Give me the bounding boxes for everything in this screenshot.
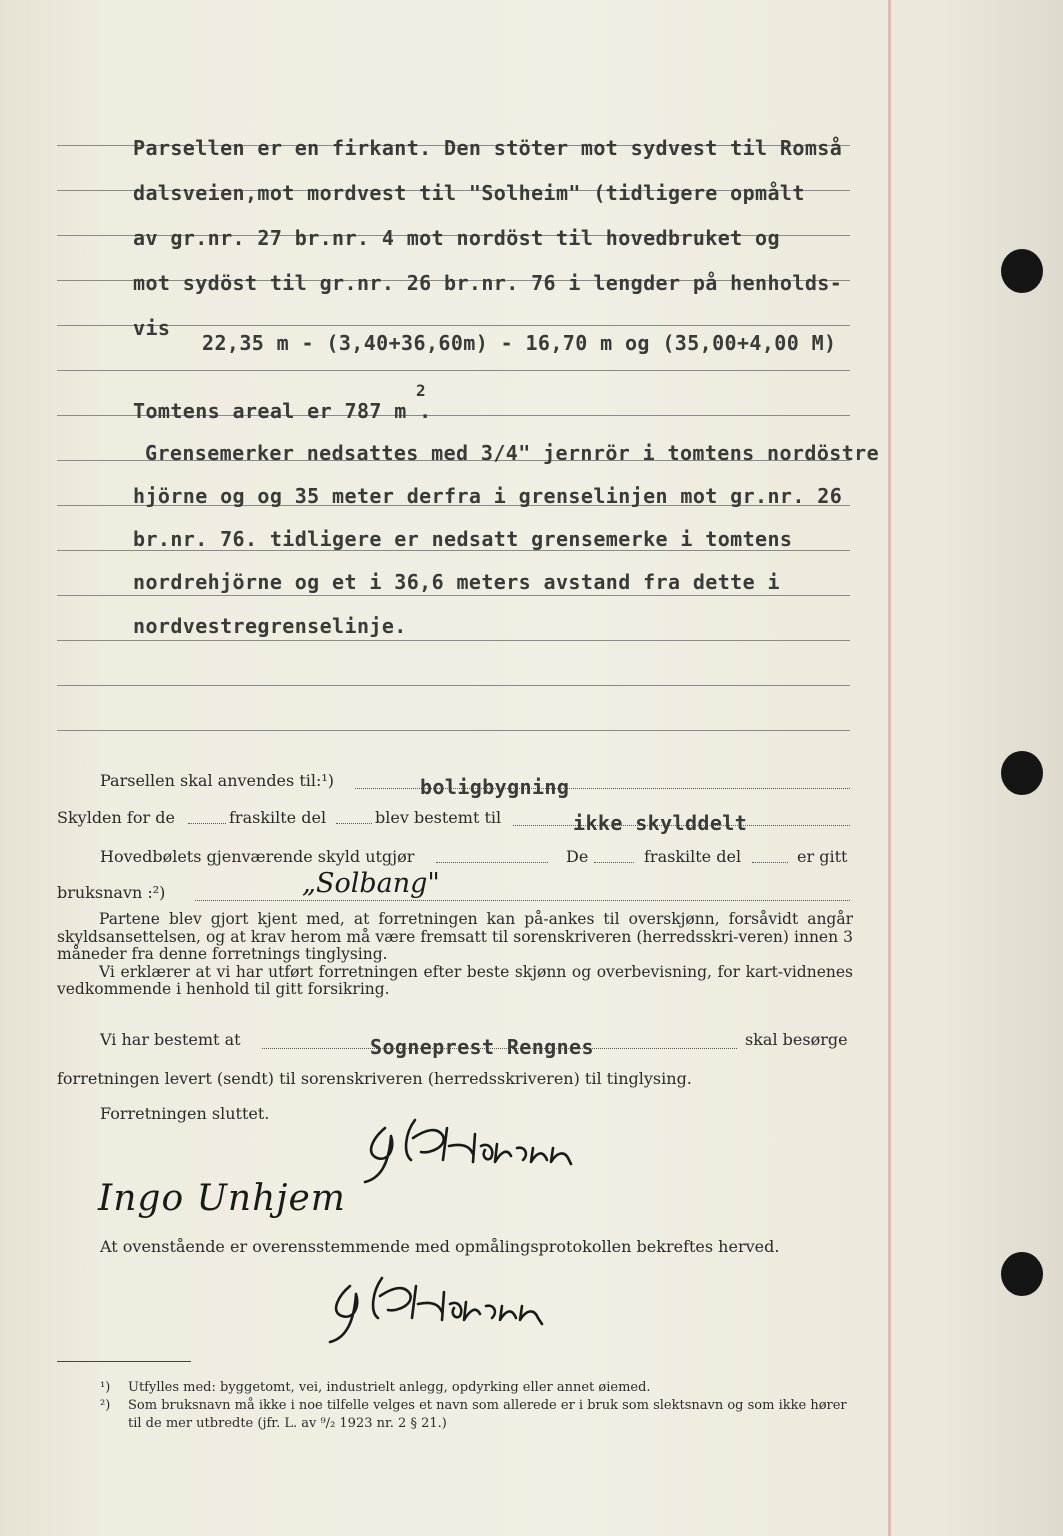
hoved-label: Hovedbølets gjenværende skyld utgjør [100, 847, 415, 866]
skyld-prefix: Skylden for de [57, 808, 175, 827]
typed-line: dalsveien,mot mordvest til "Solheim" (tidligere opmålt [133, 181, 805, 205]
signature-surveyor [355, 1108, 595, 1188]
footnote-rule [57, 1361, 191, 1362]
footnote-text: Utfylles med: byggetomt, vei, industrielt anlegg, opdyrking eller annet øiemed. [128, 1380, 651, 1395]
dotted-line [188, 823, 226, 824]
superscript-2: 2 [416, 381, 426, 400]
besorge-value: Sogneprest Rengnes [370, 1035, 594, 1059]
ruled-line [57, 685, 850, 686]
dotted-line [436, 862, 548, 863]
dotted-line [195, 900, 850, 901]
signature-certifier [318, 1268, 578, 1348]
margin-line [888, 0, 891, 1536]
skyld-mid: fraskilte del [229, 808, 327, 827]
dotted-line [752, 862, 788, 863]
dotted-line [594, 862, 634, 863]
skyld-suffix: blev bestemt til [375, 808, 502, 827]
typed-line: nordvestregrenselinje. [133, 614, 407, 638]
footnote-number: ²) [100, 1398, 111, 1413]
typed-line: av gr.nr. 27 br.nr. 4 mot nordöst til hovedbruket og [133, 226, 780, 250]
footnote-text: Som bruksnavn må ikke i noe tilfelle velges et navn som allerede er i bruk som slektsnavn og som ikke hører til de mer utbredte (jfr. L. av ⁹/₂ 1923 nr. 2 § 21.) [128, 1398, 847, 1431]
skyld-value: ikke skylddelt [573, 811, 748, 835]
footnote-2 [100, 1397, 860, 1433]
footnote-1 [100, 1379, 860, 1397]
typed-line: vis [133, 316, 171, 340]
punch-hole [1001, 249, 1043, 293]
ruled-line [57, 595, 850, 596]
gitt-label: er gitt [797, 847, 848, 866]
punch-hole [1001, 1252, 1043, 1296]
closing-text: Forretningen sluttet. [100, 1104, 270, 1123]
dotted-line [336, 823, 372, 824]
besorge-line2: forretningen levert (sendt) til sorenskriveren (herredsskriveren) til tinglysing. [57, 1069, 692, 1088]
typed-line: mot sydöst til gr.nr. 26 br.nr. 76 i lengder på henholds- [133, 271, 843, 295]
ruled-line [57, 370, 850, 371]
typed-line: 22,35 m - (3,40+36,60m) - 16,70 m og (35,00+4,00 M) [202, 331, 837, 355]
footnote-number: ¹) [100, 1380, 111, 1395]
typed-line: br.nr. 76. tidligere er nedsatt grensemerke i tomtens [133, 527, 793, 551]
besorge-prefix: Vi har bestemt at [100, 1030, 241, 1049]
signature-witness: Ingo Unhjem [98, 1178, 346, 1219]
typed-line: Parsellen er en firkant. Den stöter mot sydvest til Romså [133, 136, 843, 160]
conditions-text [57, 911, 853, 999]
ruled-line [57, 730, 850, 731]
appeal-paragraph: Partene blev gjort kjent med, at forretningen kan på-ankes til overskjønn, forsåvidt angår skyldsansettelsen, og at krav herom må være fremsatt til sorenskriveren (herredsskri-veren) innen 3 måneder fra denne forretnings tinglysing. [57, 910, 853, 963]
bruksnavn-value: „Solbang" [302, 868, 440, 899]
use-label: Parsellen skal anvendes til:¹) [100, 771, 335, 790]
typed-line: nordrehjörne og et i 36,6 meters avstand fra dette i [133, 570, 780, 594]
typed-line: Tomtens areal er 787 m . [133, 399, 432, 423]
declaration-paragraph: Vi erklærer at vi har utført forretningen efter beste skjønn og overbevisning, for kart-vidnenes vedkommende i henhold til gitt forsikring. [57, 962, 853, 998]
de-label: De [566, 847, 589, 866]
certification-text: At ovenstående er overensstemmende med opmålingsprotokollen bekreftes herved. [100, 1237, 780, 1256]
bruksnavn-label: bruksnavn :²) [57, 883, 166, 902]
ruled-line [57, 325, 850, 326]
typed-line: Grensemerker nedsattes med 3/4" jernrör i tomtens nordöstre [145, 441, 880, 465]
punch-hole [1001, 751, 1043, 795]
typed-line: hjörne og og 35 meter derfra i grenselinjen mot gr.nr. 26 [133, 484, 843, 508]
ruled-line [57, 640, 850, 641]
fraskilte-label: fraskilte del [644, 847, 742, 866]
use-value: boligbygning [420, 775, 570, 799]
besorge-suffix: skal besørge [745, 1030, 848, 1049]
